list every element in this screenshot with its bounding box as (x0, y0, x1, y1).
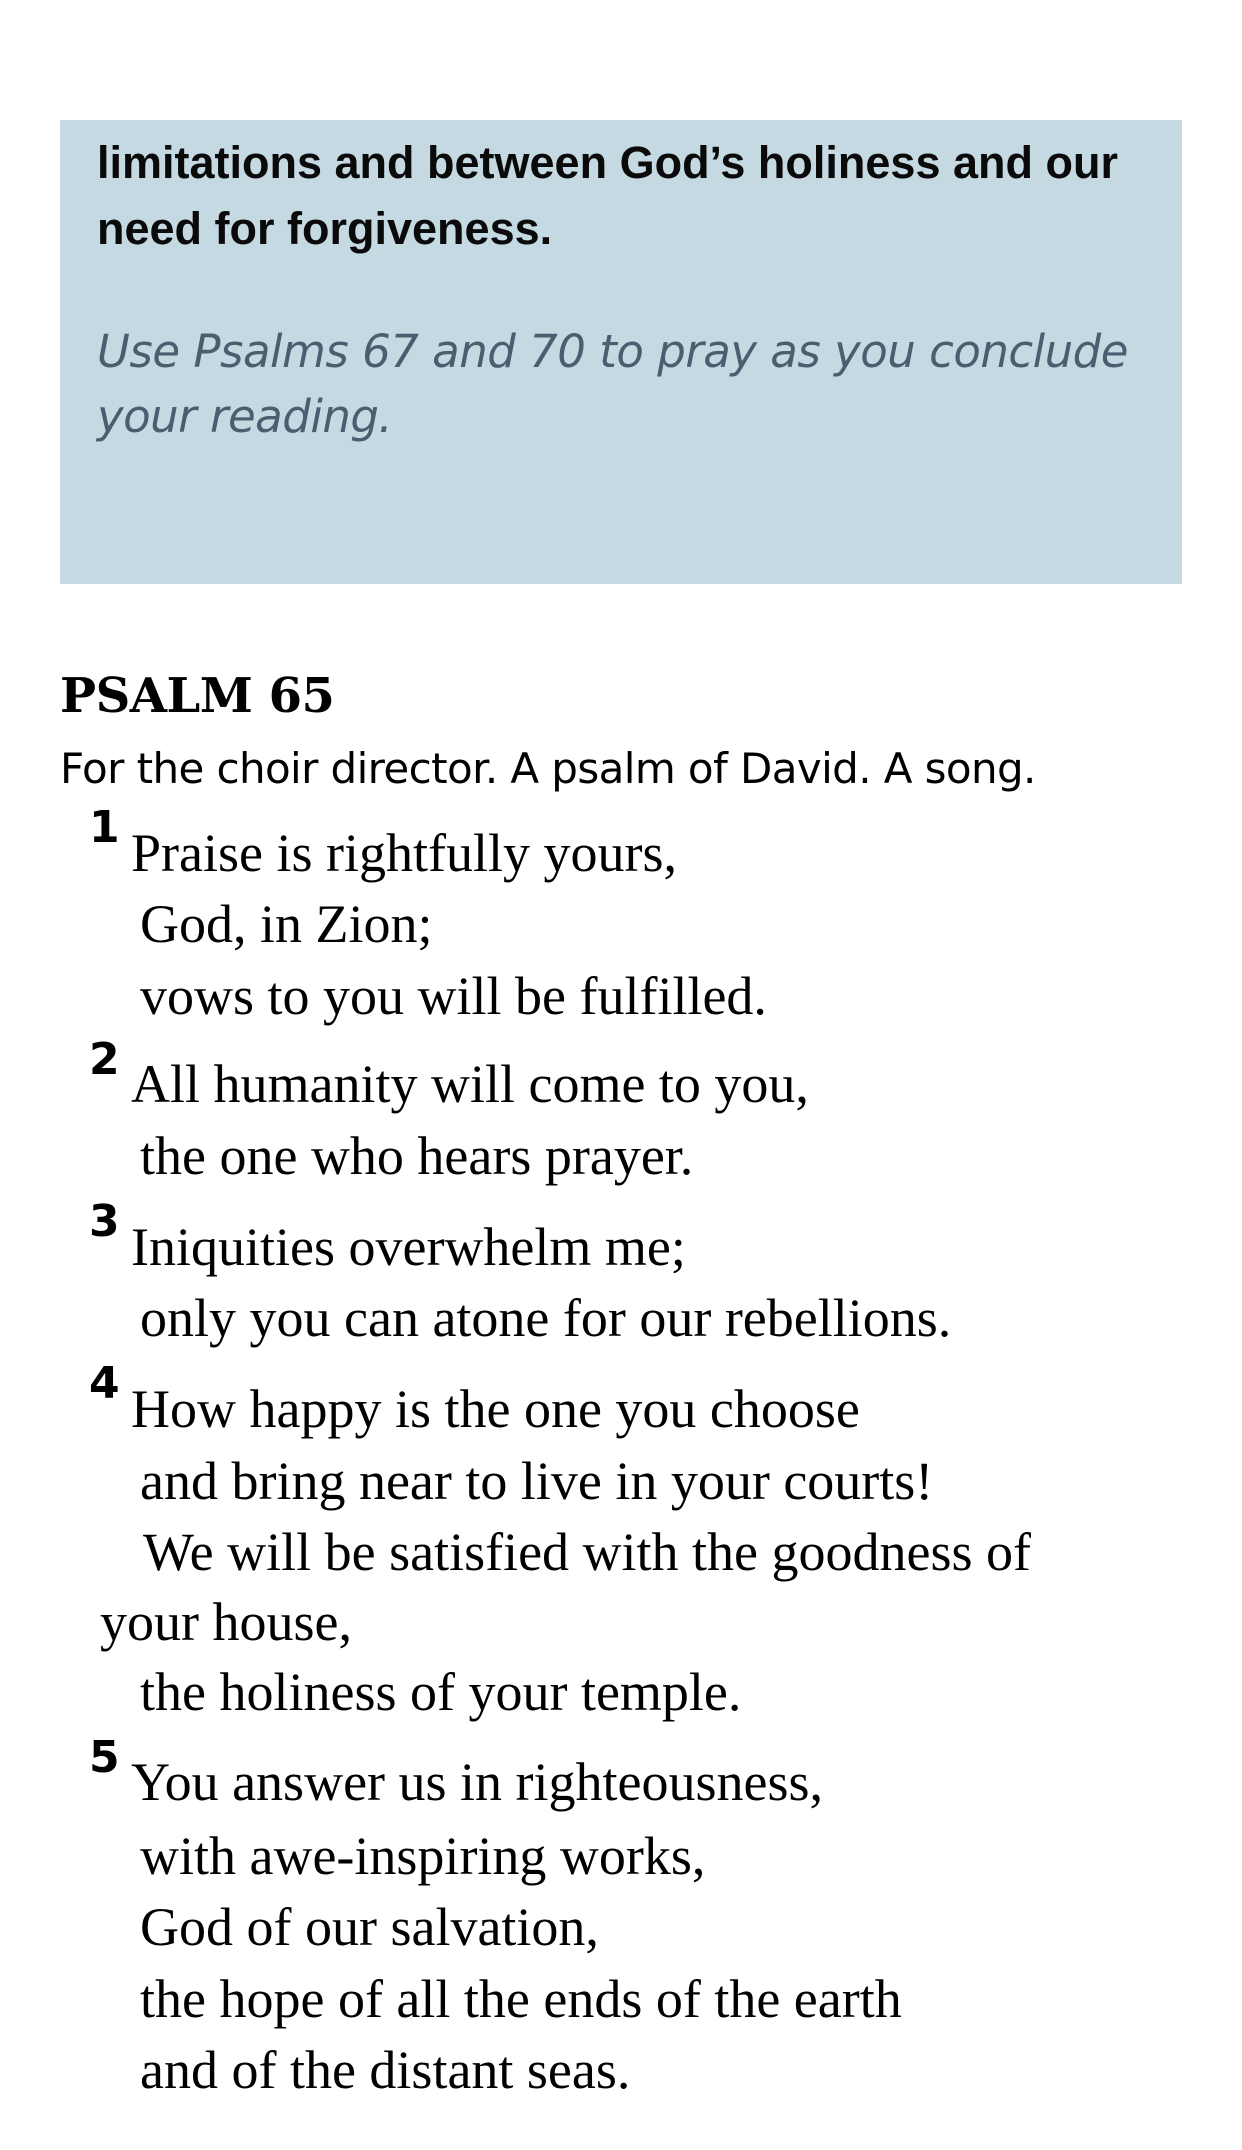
callout-instruction-line: Use Psalms 67 and 70 to pray as you conclude (97, 325, 1128, 378)
verse-line: Praise is rightfully yours, (131, 823, 677, 883)
verse-line: with awe-inspiring works, (140, 1826, 706, 1886)
verse-number: 1 (89, 802, 120, 853)
verse-line: You answer us in righteousness, (131, 1752, 824, 1812)
verse-number: 5 (89, 1732, 120, 1783)
verse-line: your house, (100, 1592, 352, 1652)
verse-line: the holiness of your temple. (140, 1662, 742, 1722)
verse-line: the hope of all the ends of the earth (140, 1969, 902, 2029)
verse-line: We will be satisfied with the goodness of (143, 1522, 1031, 1582)
verse-number: 4 (89, 1358, 120, 1409)
callout-text-line: limitations and between God’s holiness and our (97, 137, 1118, 188)
callout-instruction-line: your reading. (97, 390, 393, 443)
verse-line: All humanity will come to you, (131, 1054, 809, 1114)
verse-number: 3 (89, 1196, 120, 1247)
verse-line: God, in Zion; (140, 894, 433, 954)
verse-line: Iniquities overwhelm me; (131, 1217, 686, 1277)
verse-line: God of our salvation, (140, 1897, 599, 1957)
verse-line: and of the distant seas. (140, 2040, 631, 2100)
psalm-superscription: For the choir director. A psalm of David. A song. (60, 744, 1036, 793)
verse-line: vows to you will be fulfilled. (140, 966, 767, 1026)
callout-text-line: need for forgiveness. (97, 203, 553, 254)
verse-line: the one who hears prayer. (140, 1126, 694, 1186)
verse-line: and bring near to live in your courts! (140, 1451, 934, 1511)
verse-line: only you can atone for our rebellions. (140, 1288, 952, 1348)
psalm-title: PSALM 65 (60, 668, 335, 724)
verse-line: How happy is the one you choose (131, 1379, 860, 1439)
reading-callout-box (60, 120, 1182, 584)
verse-number: 2 (89, 1034, 120, 1085)
